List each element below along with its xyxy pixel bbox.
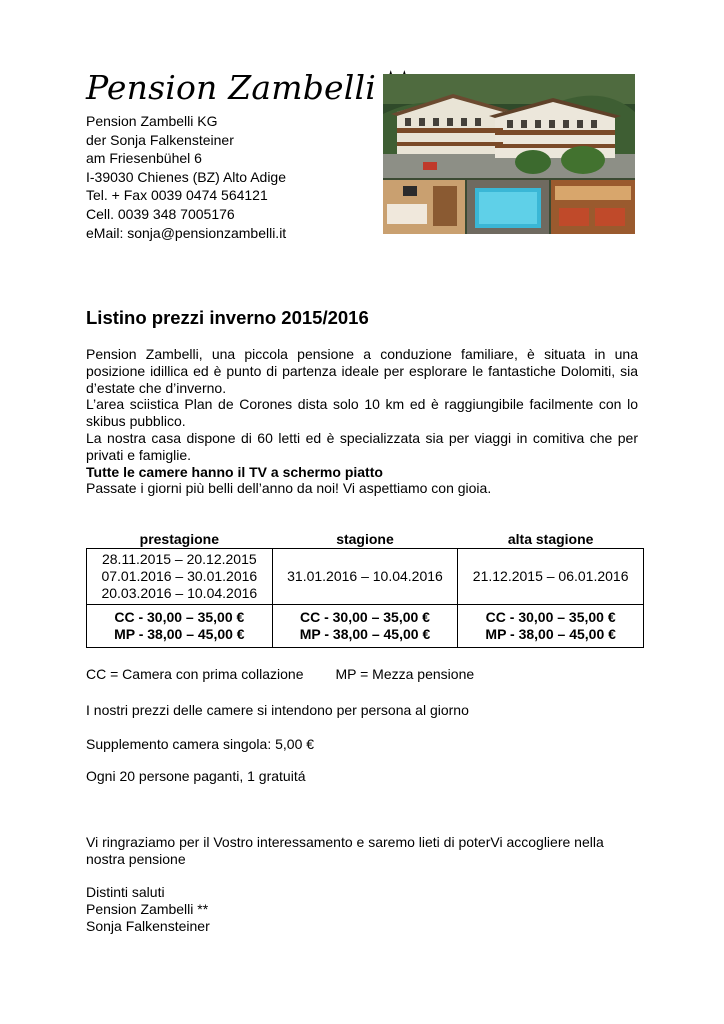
signature-block — [86, 884, 210, 935]
price-mp: MP - 38,00 – 45,00 € — [114, 626, 245, 642]
pension-logo — [86, 68, 411, 107]
price-mp: MP - 38,00 – 45,00 € — [485, 626, 616, 642]
contact-company: Pension Zambelli KG — [86, 113, 218, 129]
periods-row — [87, 549, 644, 605]
hotel-photo-illustration — [383, 74, 635, 234]
intro-paragraph-4: Passate i giorni più belli dell’anno da noi! Vi aspettiamo con gioia. — [86, 480, 492, 497]
header-stagione: stagione — [336, 530, 394, 547]
periods-alta-stagione — [458, 549, 644, 605]
header-prestagione: prestagione — [139, 530, 219, 547]
prices-alta-stagione — [458, 605, 644, 648]
prices-row — [87, 605, 644, 648]
legend-cc: CC = Camera con prima collazione — [86, 666, 304, 682]
intro-text — [86, 346, 638, 497]
period: 07.01.2016 – 30.01.2016 — [101, 568, 258, 584]
header-alta-stagione: alta stagione — [507, 530, 594, 547]
prices-prestagione — [87, 605, 273, 648]
legend — [86, 666, 474, 682]
contact-street: am Friesenbühel 6 — [86, 150, 202, 167]
prices-stagione — [272, 605, 458, 648]
period: 20.03.2016 – 10.04.2016 — [101, 585, 258, 601]
contact-owner: der Sonja Falkensteiner — [86, 131, 234, 148]
note-per-person: I nostri prezzi delle camere si intendono per persona al giorno — [86, 702, 469, 718]
contact-email: eMail: sonja@pensionzambelli.it — [86, 224, 287, 241]
closing-thanks: Vi ringraziamo per il Vostro interessamento e saremo lieti di poterVi accogliere nella nostra pensione — [86, 834, 604, 867]
contact-mobile: Cell. 0039 348 7005176 — [86, 205, 235, 222]
intro-paragraph-2: L’area sciistica Plan de Corones dista solo 10 km ed è raggiungibile facilmente con lo skibus pubblico. — [86, 396, 638, 430]
period: 21.12.2015 – 06.01.2016 — [472, 568, 629, 584]
price-table-header — [87, 530, 644, 549]
intro-paragraph-1: Pension Zambelli, una piccola pensione a conduzione familiare, è situata in una posizione idillica ed è punto di partenza ideale per esplorare le fantastiche Dolomiti, sia d’estate che d’inverno. — [86, 346, 638, 396]
note-free-place: Ogni 20 persone paganti, 1 gratuitá — [86, 768, 306, 784]
signature-name: Sonja Falkensteiner — [86, 918, 210, 934]
signature-greeting: Distinti saluti — [86, 884, 165, 900]
price-cc: CC - 30,00 – 35,00 € — [485, 609, 616, 625]
periods-stagione — [272, 549, 458, 605]
contact-phone: Tel. + Fax 0039 0474 564121 — [86, 187, 268, 204]
period: 31.01.2016 – 10.04.2016 — [287, 568, 443, 584]
legend-mp: MP = Mezza pensione — [335, 666, 475, 682]
intro-paragraph-3: La nostra casa dispone di 60 letti ed è specializzata sia per viaggi in comitiva che per privati e famiglie. — [86, 429, 638, 463]
contact-city: I-39030 Chienes (BZ) Alto Adige — [86, 168, 287, 185]
price-list-title: Listino prezzi inverno 2015/2016 — [86, 307, 369, 328]
price-cc: CC - 30,00 – 35,00 € — [299, 609, 430, 625]
price-mp: MP - 38,00 – 45,00 € — [299, 626, 431, 642]
intro-tv-note: Tutte le camere hanno il TV a schermo piatto — [86, 463, 383, 480]
hotel-photo-collage — [383, 74, 635, 234]
signature-company: Pension Zambelli ** — [86, 901, 209, 917]
periods-prestagione — [87, 549, 273, 605]
price-cc: CC - 30,00 – 35,00 € — [114, 609, 245, 625]
period: 28.11.2015 – 20.12.2015 — [101, 551, 257, 567]
note-single-supplement: Supplemento camera singola: 5,00 € — [86, 736, 315, 752]
logo-text: Pension Zambelli — [86, 68, 377, 107]
price-table — [86, 530, 644, 648]
contact-block — [86, 112, 286, 242]
